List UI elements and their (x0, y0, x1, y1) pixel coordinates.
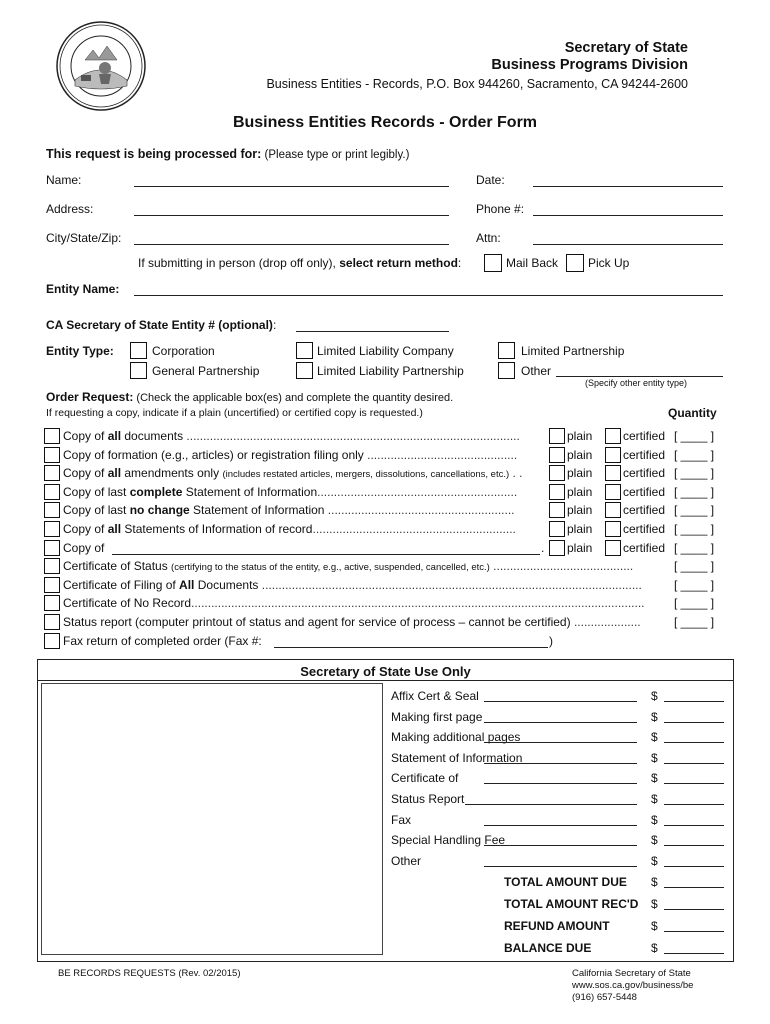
plain-copy-label: plain (567, 503, 593, 518)
phone-label: Phone #: (476, 202, 525, 216)
text-segment: Copy of (63, 540, 105, 555)
text-segment: .................... (570, 615, 641, 629)
text-segment: Status report (computer printout of status and agent for service of process – cannot be certified) (63, 615, 571, 629)
fee-amount-field[interactable] (664, 763, 724, 764)
text-segment: (includes restated articles, mergers, dissolutions, cancellations, etc.) (222, 469, 510, 481)
city-label: City/State/Zip: (46, 231, 122, 245)
plain-copy-checkbox[interactable] (549, 465, 565, 481)
quantity-field[interactable]: [ ____ ] (674, 540, 715, 555)
plain-copy-label: plain (567, 540, 593, 555)
order-item-checkbox[interactable] (44, 428, 60, 444)
lp-label: Limited Partnership (521, 344, 625, 358)
lp-checkbox[interactable] (498, 342, 515, 359)
total-line-label: TOTAL AMOUNT REC'D (504, 897, 639, 912)
fee-line-field[interactable] (465, 804, 637, 805)
text-segment: ............................................. (363, 447, 518, 462)
fee-line-field[interactable] (484, 742, 637, 743)
llc-checkbox[interactable] (296, 342, 313, 359)
fee-line-field[interactable] (484, 825, 637, 826)
plain-copy-checkbox[interactable] (549, 447, 565, 463)
order-item-checkbox[interactable] (44, 502, 60, 518)
state-seal-logo (55, 20, 147, 112)
text-segment: Statements of Information of record (121, 522, 313, 536)
certified-copy-checkbox[interactable] (605, 502, 621, 518)
fee-amount-field[interactable] (664, 722, 724, 723)
certified-copy-label: certified (623, 466, 666, 481)
dollar-sign: $ (651, 853, 658, 868)
quantity-field[interactable]: [ ____ ] (674, 615, 715, 629)
fee-amount-field[interactable] (664, 866, 724, 867)
general-partnership-checkbox[interactable] (130, 362, 147, 379)
fee-line-label: Certificate of (391, 771, 459, 786)
order-item-checkbox[interactable] (44, 484, 60, 500)
text-segment: Documents (194, 577, 259, 592)
attn-field[interactable] (533, 244, 723, 245)
footer-org: California Secretary of State (572, 968, 691, 979)
entity-number-field[interactable] (296, 331, 449, 332)
dollar-sign: $ (651, 812, 658, 827)
certified-copy-label: certified (623, 540, 666, 555)
plain-copy-checkbox[interactable] (549, 502, 565, 518)
copy-hint: If requesting a copy, indicate if a plain (uncertified) or certified copy is requested.) (46, 407, 423, 419)
certified-copy-label: certified (623, 447, 666, 462)
certified-copy-checkbox[interactable] (605, 521, 621, 537)
order-request-label: Order Request: (Check the applicable box(es) and complete the quantity desired. (46, 390, 454, 404)
text-segment: Copy of formation (e.g., articles) or registration filing only (63, 447, 364, 462)
general-partnership-label: General Partnership (152, 364, 260, 378)
text-segment: all (107, 466, 122, 481)
text-segment: .................................................................................................................. (258, 577, 642, 592)
dollar-sign: $ (651, 730, 658, 745)
text-segment: . . (509, 466, 523, 481)
fee-line-label: Making additional pages (391, 730, 521, 745)
dollar-sign: $ (651, 833, 658, 848)
other-entity-field[interactable] (556, 376, 723, 377)
text-segment: Copy of last (63, 484, 130, 499)
order-item-label (63, 596, 644, 610)
text-segment: Copy of (63, 522, 108, 536)
fee-line-label: Statement of Information (391, 750, 523, 765)
footer-url: www.sos.ca.gov/business/be (572, 980, 694, 991)
quantity-field[interactable]: [ ____ ] (674, 503, 715, 518)
header-address: Business Entities - Records, P.O. Box 944260, Sacramento, CA 94244-2600 (266, 77, 688, 91)
certified-copy-checkbox[interactable] (605, 540, 621, 556)
quantity-field[interactable]: [ ____ ] (674, 466, 715, 481)
certified-copy-label: certified (623, 429, 666, 443)
plain-copy-label: plain (567, 466, 593, 481)
fax-return-checkbox[interactable] (44, 633, 60, 649)
order-item-label (63, 485, 517, 499)
office-use-left-border (41, 683, 383, 955)
order-item-label (63, 503, 515, 517)
text-segment: documents (121, 429, 184, 443)
pick-up-label: Pick Up (588, 256, 630, 270)
footer-phone: (916) 657-5448 (572, 992, 637, 1003)
text-segment: ............................................................. (312, 522, 516, 536)
plain-copy-checkbox[interactable] (549, 484, 565, 500)
quantity-field[interactable]: [ ____ ] (674, 447, 715, 462)
text-segment: Certificate of Filing of (63, 577, 180, 592)
fee-amount-field[interactable] (664, 825, 724, 826)
entity-type-label: Entity Type: (46, 344, 114, 358)
dollar-sign: $ (651, 919, 658, 934)
order-item-label (63, 559, 633, 573)
text-segment: complete (129, 484, 183, 499)
certified-copy-label: certified (623, 484, 666, 499)
text-segment: no change (129, 503, 190, 518)
fee-amount-field[interactable] (664, 845, 724, 846)
name-label: Name: (46, 173, 82, 187)
text-segment: all (107, 429, 122, 443)
certified-copy-checkbox[interactable] (605, 484, 621, 500)
copy-of-other-field[interactable] (112, 554, 540, 555)
dollar-sign: $ (651, 709, 658, 724)
pick-up-checkbox[interactable] (566, 254, 584, 272)
text-segment: ........................................................ (324, 503, 515, 518)
form-id: BE RECORDS REQUESTS (Rev. 02/2015) (58, 968, 241, 979)
dollar-sign: $ (651, 689, 658, 703)
other-entity-checkbox[interactable] (498, 362, 515, 379)
certified-copy-label: certified (623, 522, 666, 536)
copy-of-dot: . (541, 540, 545, 555)
text-segment: .................................................................................................... (183, 429, 520, 443)
text-segment: ............................................................ (317, 484, 518, 499)
plain-copy-label: plain (567, 429, 593, 443)
fee-line-label: Affix Cert & Seal (391, 689, 479, 703)
total-line-label: BALANCE DUE (504, 941, 592, 956)
fee-line-field[interactable] (484, 763, 637, 764)
specify-other-hint: (Specify other entity type) (585, 378, 688, 388)
fee-line-field[interactable] (484, 722, 637, 723)
quantity-field[interactable]: [ ____ ] (674, 484, 715, 499)
total-amount-field[interactable] (664, 953, 724, 954)
order-item-label (63, 541, 104, 555)
quantity-field[interactable]: [ ____ ] (674, 577, 715, 592)
certified-copy-checkbox[interactable] (605, 465, 621, 481)
quantity-field[interactable]: [ ____ ] (674, 429, 715, 443)
fee-line-label: Status Report (391, 792, 465, 806)
certified-copy-checkbox[interactable] (605, 447, 621, 463)
order-item-checkbox[interactable] (44, 447, 60, 463)
order-item-label (63, 429, 520, 443)
text-segment: .......................................... (489, 559, 634, 574)
fee-line-label: Special Handling Fee (391, 833, 506, 848)
text-segment: All (179, 577, 195, 592)
order-item-label (63, 578, 642, 592)
fee-amount-field[interactable] (664, 804, 724, 805)
order-item-checkbox[interactable] (44, 614, 60, 630)
text-segment: Certificate of No Record (63, 596, 192, 611)
entity-number-label: CA Secretary of State Entity # (optional): (46, 318, 277, 332)
office-use-header-line (37, 680, 734, 681)
quantity-field[interactable]: [ ____ ] (674, 522, 715, 536)
order-item-checkbox[interactable] (44, 521, 60, 537)
total-amount-field[interactable] (664, 931, 724, 932)
quantity-field[interactable]: [ ____ ] (674, 596, 715, 611)
corporation-checkbox[interactable] (130, 342, 147, 359)
text-segment: Certificate of Status (63, 559, 172, 574)
date-label: Date: (476, 173, 505, 187)
fax-return-label: Fax return of completed order (Fax #: (63, 633, 262, 648)
plain-copy-label: plain (567, 484, 593, 499)
total-line-label: REFUND AMOUNT (504, 919, 610, 934)
text-segment: Copy of (63, 466, 108, 481)
dollar-sign: $ (651, 875, 658, 890)
fee-amount-field[interactable] (664, 742, 724, 743)
plain-copy-checkbox[interactable] (549, 540, 565, 556)
order-item-checkbox[interactable] (44, 558, 60, 574)
office-use-title: Secretary of State Use Only (300, 664, 471, 679)
llc-label: Limited Liability Company (317, 344, 454, 358)
total-amount-field[interactable] (664, 909, 724, 910)
address-field[interactable] (134, 215, 449, 216)
request-label: This request is being processed for: (Please type or print legibly.) (46, 147, 410, 161)
certified-copy-label: certified (623, 503, 666, 518)
dollar-sign: $ (651, 792, 658, 806)
dollar-sign: $ (651, 771, 658, 786)
attn-label: Attn: (476, 231, 501, 245)
certified-copy-checkbox[interactable] (605, 428, 621, 444)
dollar-sign: $ (651, 897, 658, 912)
form-title: Business Entities Records - Order Form (232, 114, 538, 131)
fee-line-field[interactable] (484, 701, 637, 702)
order-item-checkbox[interactable] (44, 577, 60, 593)
text-segment: Copy of (63, 429, 108, 443)
entity-name-label: Entity Name: (46, 282, 120, 296)
order-item-checkbox[interactable] (44, 465, 60, 481)
mail-back-checkbox[interactable] (484, 254, 502, 272)
order-item-checkbox[interactable] (44, 595, 60, 611)
date-field[interactable] (533, 186, 723, 187)
fee-amount-field[interactable] (664, 783, 724, 784)
order-item-label (63, 466, 523, 480)
order-item-label (63, 522, 516, 536)
phone-field[interactable] (533, 215, 723, 216)
dollar-sign: $ (651, 941, 658, 956)
fee-line-field[interactable] (484, 783, 637, 784)
name-field[interactable] (134, 186, 449, 187)
header-title-2: Business Programs Division (491, 57, 688, 73)
address-label: Address: (46, 202, 94, 216)
plain-copy-checkbox[interactable] (549, 521, 565, 537)
text-segment: Statement of Information (182, 484, 318, 499)
text-segment: amendments only (121, 466, 223, 481)
mail-back-label: Mail Back (506, 256, 559, 270)
plain-copy-label: plain (567, 522, 593, 536)
quantity-header: Quantity (668, 406, 717, 420)
fee-line-label: Fax (391, 812, 412, 827)
entity-name-field[interactable] (134, 295, 723, 296)
text-segment: Copy of last (63, 503, 130, 518)
city-field[interactable] (134, 244, 449, 245)
total-line-label: TOTAL AMOUNT DUE (504, 875, 627, 890)
fax-number-field[interactable] (274, 647, 548, 648)
in-person-note: If submitting in person (drop off only), select return method: (138, 256, 462, 270)
llp-checkbox[interactable] (296, 362, 313, 379)
fee-line-label: Other (391, 853, 422, 868)
order-item-checkbox[interactable] (44, 540, 60, 556)
total-amount-field[interactable] (664, 887, 724, 888)
text-segment: all (107, 522, 122, 536)
text-segment: (certifying to the status of the entity, e.g., active, suspended, cancelled, etc.) (171, 562, 490, 574)
text-segment: Statement of Information (189, 503, 325, 518)
order-item-label (63, 615, 641, 629)
order-item-label (63, 448, 517, 462)
dollar-sign: $ (651, 750, 658, 765)
text-segment: ........................................................................................................................................ (191, 596, 645, 611)
llp-label: Limited Liability Partnership (317, 364, 464, 378)
fax-close-paren: ) (549, 633, 553, 648)
header-title-1: Secretary of State (564, 40, 688, 56)
fee-line-label: Making first page (391, 709, 483, 724)
corporation-label: Corporation (152, 344, 215, 358)
plain-copy-checkbox[interactable] (549, 428, 565, 444)
quantity-field[interactable]: [ ____ ] (674, 559, 715, 574)
fee-line-field[interactable] (484, 845, 637, 846)
fee-amount-field[interactable] (664, 701, 724, 702)
other-entity-label: Other (521, 364, 552, 378)
plain-copy-label: plain (567, 447, 593, 462)
fee-line-field[interactable] (484, 866, 637, 867)
